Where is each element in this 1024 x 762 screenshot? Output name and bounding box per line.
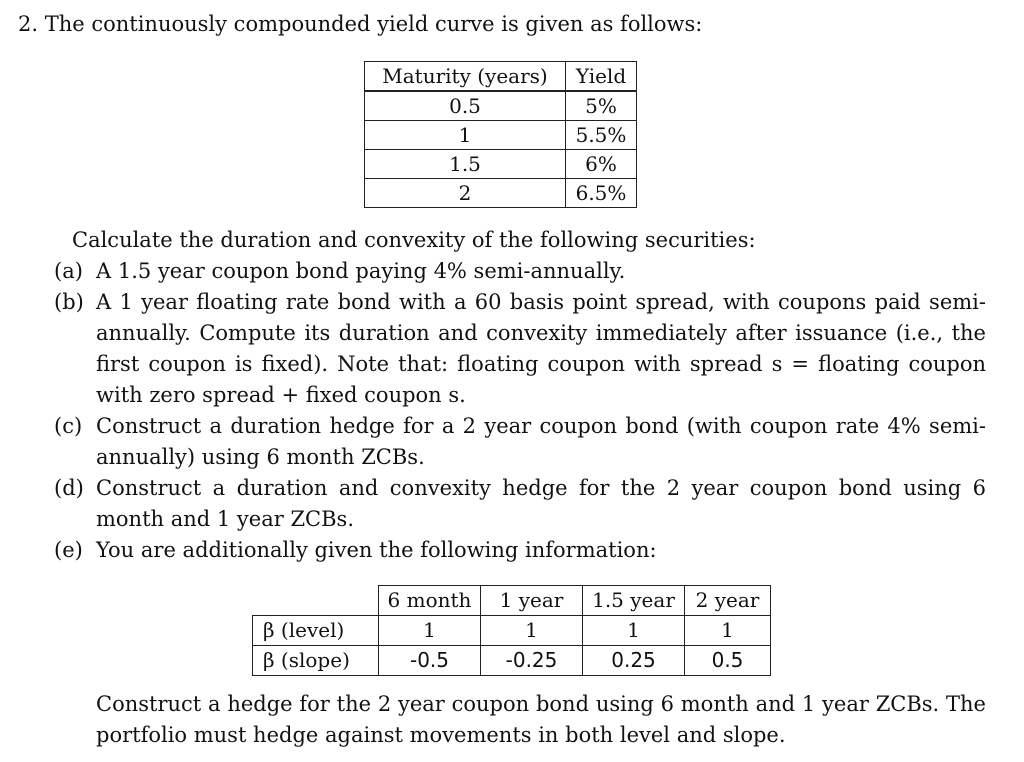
header-1-year: 1 year (481, 586, 583, 616)
beta-table (252, 585, 771, 676)
header-blank (253, 586, 379, 616)
item-label: (e) (54, 538, 83, 562)
list-item-a (54, 256, 986, 287)
header-yield: Yield (566, 62, 637, 92)
header-1-5-year: 1.5 year (583, 586, 685, 616)
item-label: (a) (54, 259, 83, 283)
table-row (365, 121, 637, 150)
row-label-level: β (level) (253, 616, 379, 646)
yield-curve-table (364, 61, 637, 208)
instructions-intro: Calculate the duration and convexity of the following securities: (72, 228, 756, 252)
item-text: You are additionally given the following information: (96, 538, 657, 562)
hedge-instructions: Construct a hedge for the 2 year coupon bond using 6 month and 1 year ZCBs. The portfolio must hedge against movements in both level and slope. (96, 692, 986, 747)
yield-cell: 6% (566, 150, 637, 179)
table-header-row (365, 62, 637, 92)
beta-cell: 1 (685, 616, 771, 646)
beta-cell: 0.5 (685, 646, 771, 676)
list-item-d (54, 473, 986, 535)
beta-cell: -0.5 (379, 646, 481, 676)
table-row (365, 150, 637, 179)
maturity-cell: 2 (365, 179, 566, 208)
item-text: A 1 year floating rate bond with a 60 basis point spread, with coupons paid semi-annually. Compute its duration and convexity immediately after issuance (i.e., the first coupon is fixed). Note that: floating coupon with spread s = floating coupon with zero spread + fixed coupon s. (96, 290, 986, 407)
table-row (365, 91, 637, 121)
table-row (253, 616, 771, 646)
list-item-c (54, 411, 986, 473)
yield-cell: 5% (566, 91, 637, 121)
maturity-cell: 1 (365, 121, 566, 150)
table-header-row (253, 586, 771, 616)
item-label: (d) (54, 476, 84, 500)
beta-cell: 0.25 (583, 646, 685, 676)
list-item-e (54, 535, 986, 566)
beta-cell: 1 (481, 616, 583, 646)
beta-cell: -0.25 (481, 646, 583, 676)
question-title: 2. The continuously compounded yield curve is given as follows: (18, 12, 703, 36)
item-text: Construct a duration hedge for a 2 year coupon bond (with coupon rate 4% semi-annually) using 6 month ZCBs. (96, 414, 986, 469)
beta-cell: 1 (379, 616, 481, 646)
item-text: Construct a duration and convexity hedge for the 2 year coupon bond using 6 month and 1 year ZCBs. (96, 476, 986, 531)
yield-cell: 5.5% (566, 121, 637, 150)
header-maturity: Maturity (years) (365, 62, 566, 92)
maturity-cell: 0.5 (365, 91, 566, 121)
header-2-year: 2 year (685, 586, 771, 616)
maturity-cell: 1.5 (365, 150, 566, 179)
table-row (253, 646, 771, 676)
item-label: (c) (54, 414, 83, 438)
header-6-month: 6 month (379, 586, 481, 616)
list-item-b (54, 287, 986, 411)
item-text: A 1.5 year coupon bond paying 4% semi-annually. (96, 259, 626, 283)
yield-cell: 6.5% (566, 179, 637, 208)
item-label: (b) (54, 290, 84, 314)
row-label-slope: β (slope) (253, 646, 379, 676)
beta-cell: 1 (583, 616, 685, 646)
table-row (365, 179, 637, 208)
